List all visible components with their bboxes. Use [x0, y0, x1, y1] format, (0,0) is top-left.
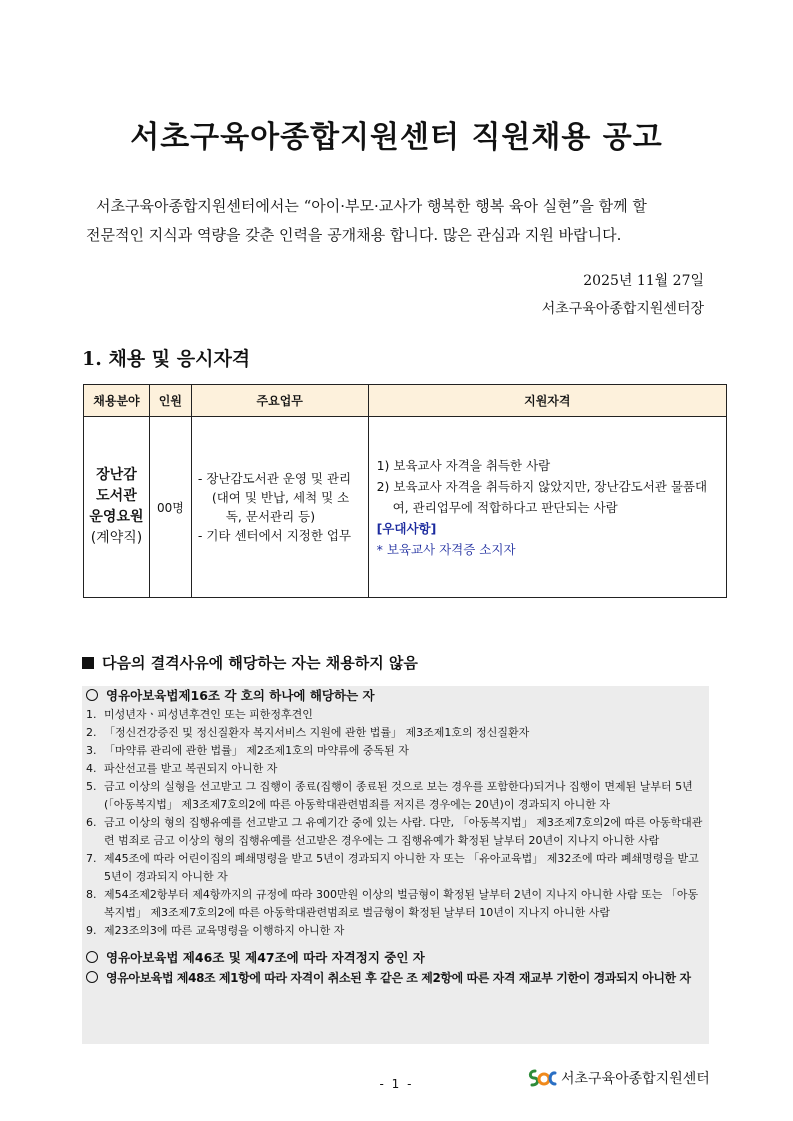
list-item — [86, 724, 705, 742]
announcement-date: 2025년 11월 27일 — [583, 273, 704, 289]
item-text: 제23조의3에 따른 교육명령을 이행하지 아니한 자 — [104, 924, 345, 937]
list-item — [86, 706, 705, 724]
black-square-icon — [82, 657, 94, 669]
field-line: 운영요원 — [89, 509, 144, 525]
item-text: 파산선고를 받고 복권되지 아니한 자 — [104, 762, 278, 775]
document-title: 서초구육아종합지원센터 직원채용 공고 — [130, 120, 663, 155]
logo-mark-icon — [527, 1067, 557, 1089]
item-text: 금고 이상의 형의 집행유예를 선고받고 그 유예기간 중에 있는 사람. 다만, 「아동복지법」 제3조제7호의2에 따른 아동학대관련 범죄로 금고 이상의 형의 집행유예를 선고받은 경우에는 그 집행유예가 확정된 날부터 20년이 지나지 아니한 사람 — [104, 816, 703, 847]
field-cell — [84, 417, 150, 598]
circle-icon — [86, 951, 98, 963]
intro-paragraph — [86, 192, 708, 250]
table-row — [84, 417, 727, 598]
disqualification-box — [82, 686, 709, 1044]
qualification-item: 2) 보육교사 자격을 취득하지 않았지만, 장난감도서관 물품대여, 관리업무에 적합하다고 판단되는 사람 — [376, 478, 708, 515]
disqualify-heading-1-text: 영유아보육법제16조 각 호의 하나에 해당하는 자 — [106, 688, 375, 703]
item-number: 5. — [86, 780, 97, 793]
item-number: 6. — [86, 816, 97, 829]
field-line: 장난감 — [96, 467, 137, 483]
disqualify-list — [82, 706, 709, 940]
list-item — [86, 760, 705, 778]
item-number: 3. — [86, 744, 97, 757]
disqualify-heading-1 — [82, 686, 709, 706]
list-item — [86, 778, 705, 814]
item-number: 7. — [86, 852, 97, 865]
table-header-row — [84, 385, 727, 417]
circle-icon — [86, 971, 98, 983]
disqualify-heading-3 — [82, 968, 709, 988]
item-number: 2. — [86, 726, 97, 739]
item-number: 1. — [86, 708, 97, 721]
duties-cell — [191, 417, 368, 598]
preference-label: [우대사항] — [376, 520, 437, 536]
qualification-item: 1) 보육교사 자격을 취득한 사람 — [376, 457, 551, 473]
duty-item — [198, 526, 362, 545]
intro-line-1: 서초구육아종합지원센터에서는 “아이·부모·교사가 행복한 행복 육아 실현”을 함께 할 — [96, 197, 647, 215]
item-text: 금고 이상의 실형을 선고받고 그 집행이 종료(집행이 종료된 것으로 보는 경우를 포함한다)되거나 집행이 면제된 날부터 5년(「아동복지법」 제3조제7호의2에 따른 아동학대관련범죄를 저지른 경우에는 20년)이 경과되지 아니한 자 — [104, 780, 693, 811]
duty-main: - 장난감도서관 운영 및 관리 — [197, 471, 352, 486]
list-item — [86, 886, 705, 922]
page-number: - 1 - — [379, 1077, 414, 1091]
preference-note: * 보육교사 자격증 소지자 — [376, 541, 516, 557]
duty-item — [198, 469, 362, 526]
section-2-title — [82, 652, 418, 673]
item-text: 미성년자ㆍ피성년후견인 또는 피한정후견인 — [104, 708, 313, 721]
header-count: 인원 — [149, 385, 191, 417]
count-cell: 00명 — [149, 417, 191, 598]
list-item — [86, 850, 705, 886]
section-1-title: 1. 채용 및 응시자격 — [82, 348, 251, 370]
field-line: 도서관 — [96, 488, 137, 504]
header-duties: 주요업무 — [191, 385, 368, 417]
intro-line-2: 전문적인 지식과 역량을 갖춘 인력을 공개채용 합니다. 많은 관심과 지원 바랍니다. — [86, 226, 622, 244]
list-item — [86, 814, 705, 850]
header-qualifications: 지원자격 — [368, 385, 726, 417]
duty-sub: (대여 및 반납, 세척 및 소독, 문서관리 등) — [211, 490, 350, 524]
item-text: 「마약류 관리에 관한 법률」 제2조제1호의 마약류에 중독된 자 — [104, 744, 409, 757]
center-logo — [527, 1067, 710, 1089]
duty-main: - 기타 센터에서 지정한 업무 — [197, 528, 352, 543]
item-text: 「정신건강증진 및 정신질환자 복지서비스 지원에 관한 법률」 제3조제1호의 정신질환자 — [104, 726, 530, 739]
header-field: 채용분야 — [84, 385, 150, 417]
list-item — [86, 742, 705, 760]
list-item — [86, 922, 705, 940]
qualifications-cell — [368, 417, 726, 598]
item-text: 제54조제2항부터 제4항까지의 규정에 따라 300만원 이상의 벌금형이 확정된 날부터 2년이 지나지 아니한 사람 또는 「아동복지법」 제3조제7호의2에 따른 아동학대관련범죄로 벌금형이 확정된 날부터 10년이 지나지 아니한 사람 — [104, 888, 699, 919]
signer: 서초구육아종합지원센터장 — [541, 301, 704, 317]
disqualify-heading-3-text: 영유아보육법 제48조 제1항에 따라 자격이 취소된 후 같은 조 제2항에 따른 자격 재교부 기한이 경과되지 아니한 자 — [106, 971, 691, 985]
circle-icon — [86, 689, 98, 701]
logo-text: 서초구육아종합지원센터 — [561, 1071, 710, 1087]
recruitment-table — [83, 384, 727, 598]
field-type: (계약직) — [90, 530, 143, 546]
item-text: 제45조에 따라 어린이집의 폐쇄명령을 받고 5년이 경과되지 아니한 자 또는 「유아교육법」 제32조에 따라 폐쇄명령을 받고 5년이 경과되지 아니한 자 — [104, 852, 699, 883]
item-number: 9. — [86, 924, 97, 937]
disqualify-heading-2-text: 영유아보육법 제46조 및 제47조에 따라 자격정지 중인 자 — [106, 950, 425, 965]
disqualify-heading-2 — [82, 948, 709, 968]
section-2-text: 다음의 결격사유에 해당하는 자는 채용하지 않음 — [102, 654, 418, 672]
item-number: 4. — [86, 762, 97, 775]
item-number: 8. — [86, 888, 97, 901]
